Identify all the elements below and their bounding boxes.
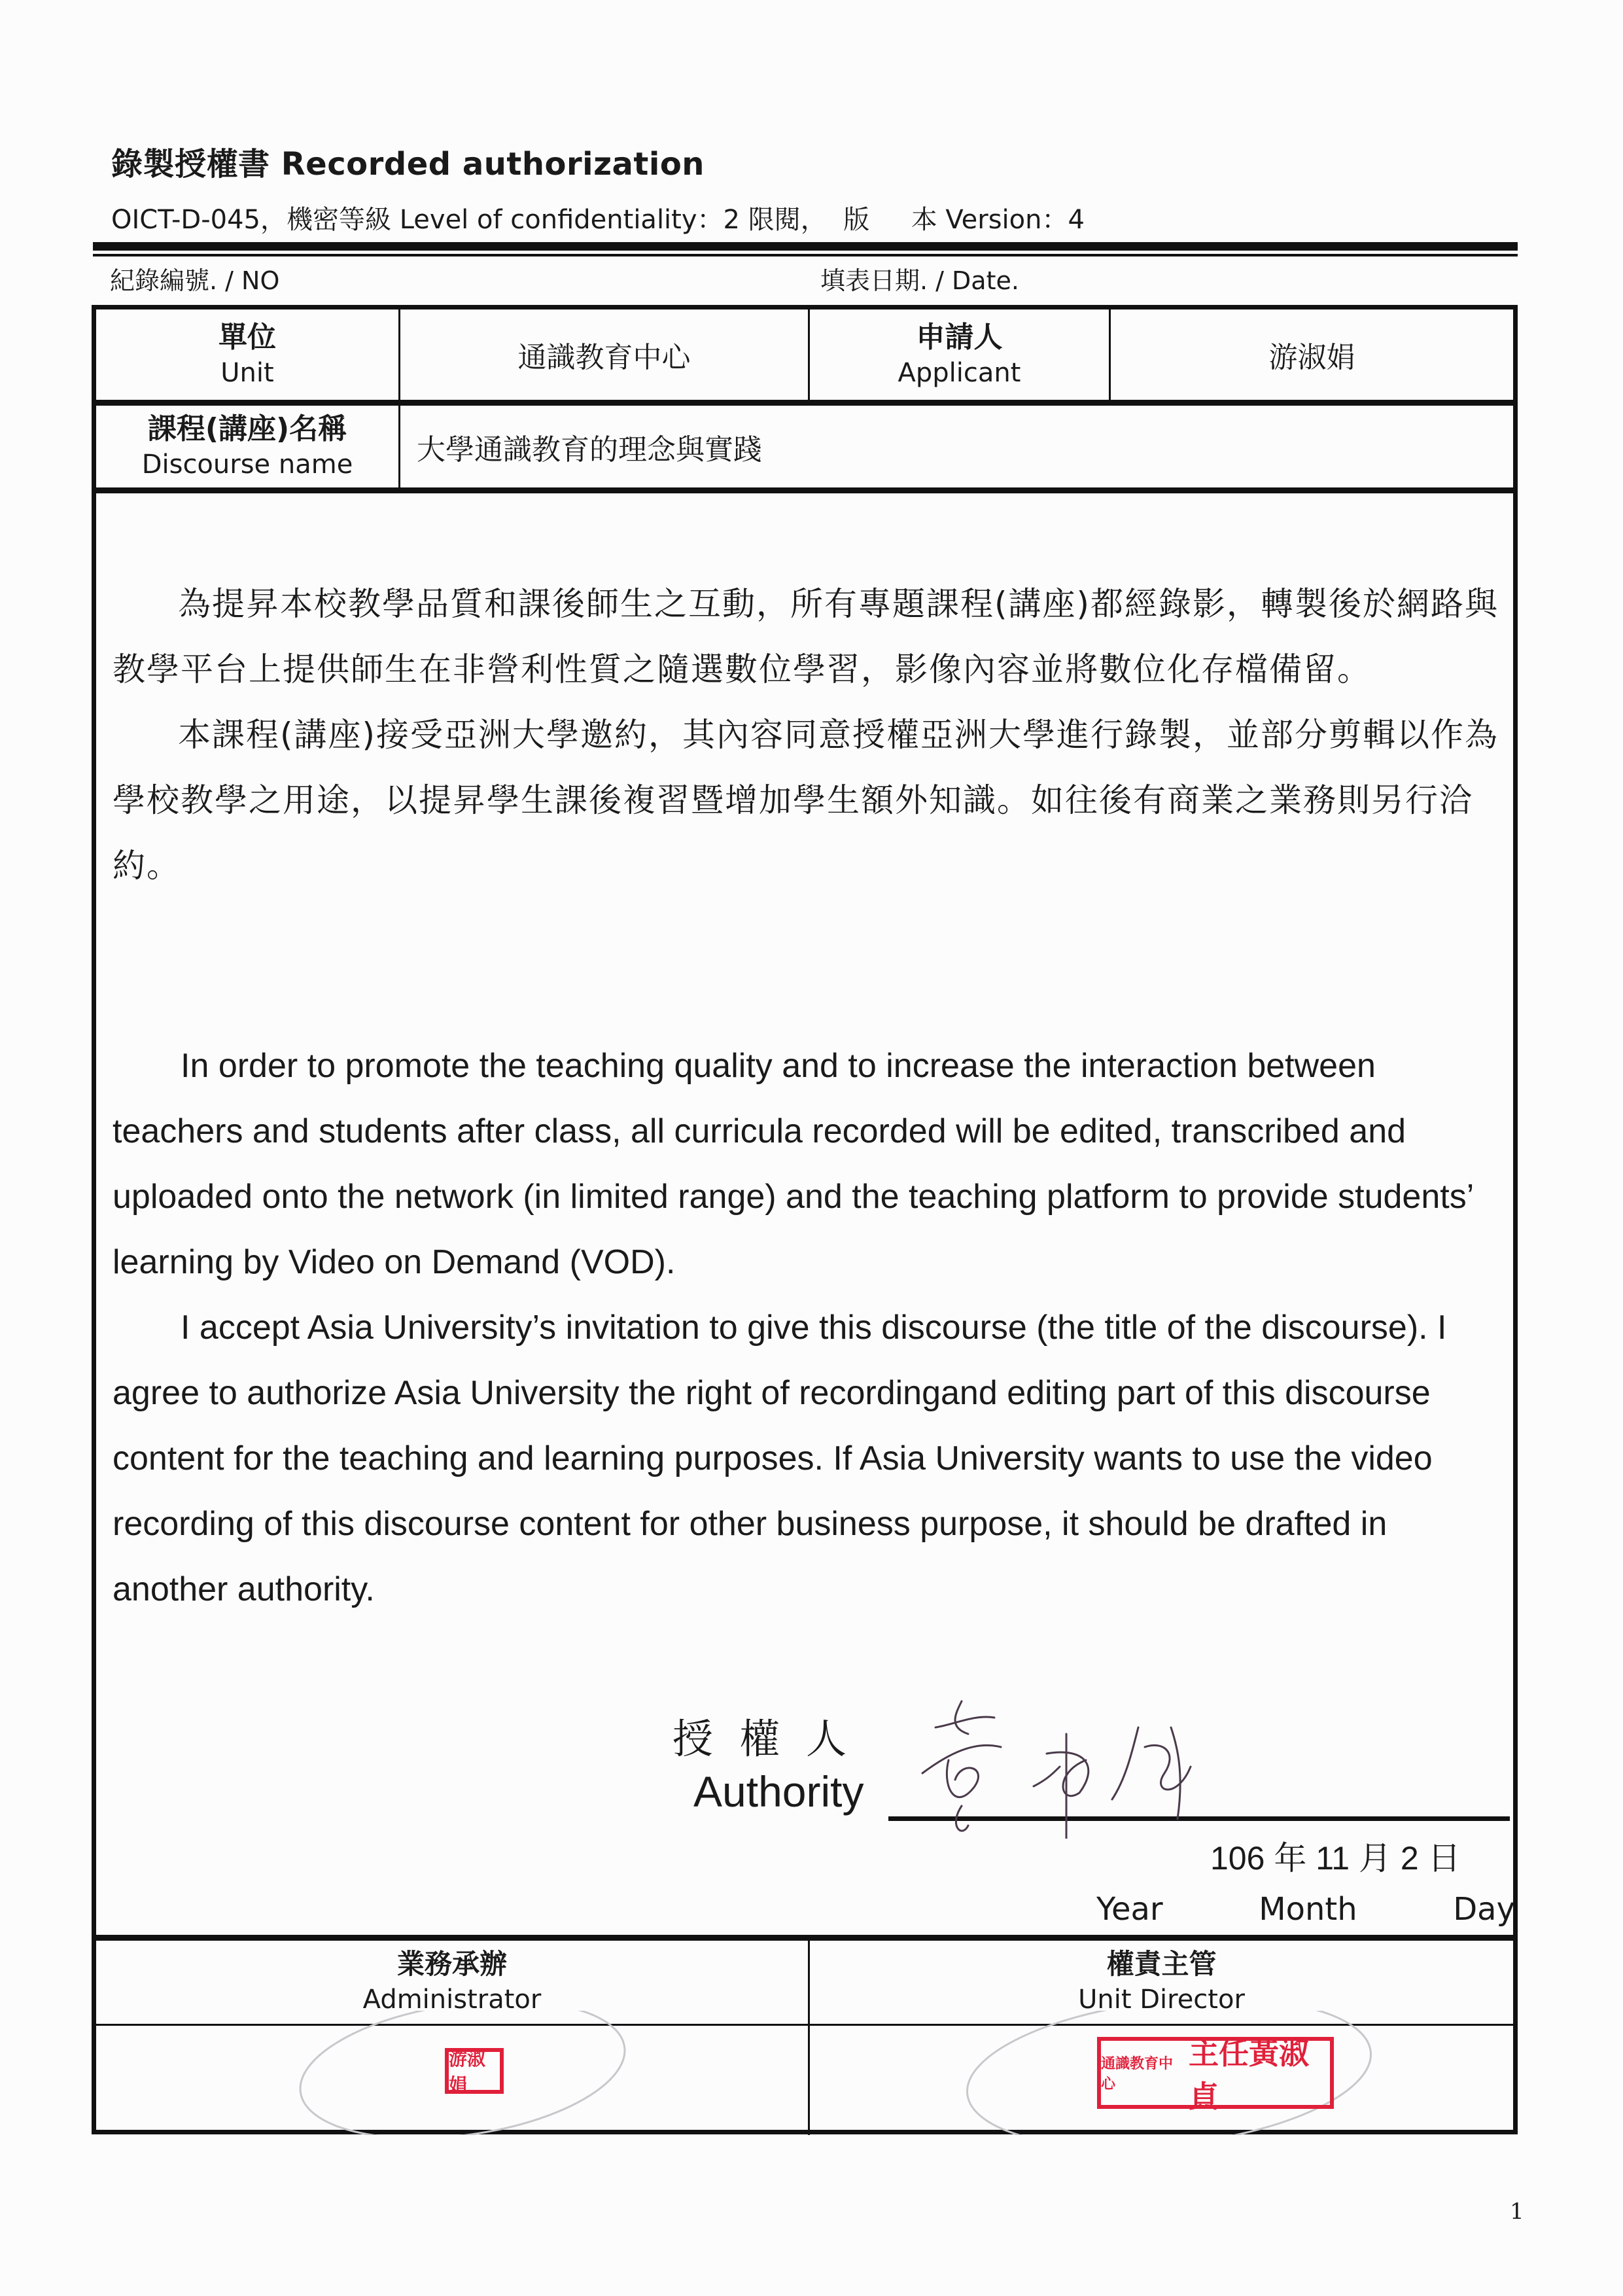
discourse-label-zh: 課程(講座)名稱 [147, 412, 347, 446]
day-label: Day [1453, 1891, 1515, 1928]
unit-label-en: Unit [220, 357, 274, 388]
unit-value: 通識教育中心 [517, 341, 691, 374]
english-paragraph: In order to promote the teaching quality and to increase the interaction between teachers and students after class, all curricula recorded will be edited, transcribed and uploaded onto the network (in limited range) and the teaching platform to provide students’ learning by Video on Demand (VOD). [113, 1047, 1473, 1281]
unit-director-seal-small-text: 通識教育中心 [1101, 2056, 1174, 2093]
month-label: Month [1259, 1891, 1357, 1928]
date-labels [1096, 1891, 1515, 1928]
header-rule-thin [93, 254, 1518, 256]
document-title: 錄製授權書 Recorded authorization [111, 146, 705, 183]
page-number: 1 [1510, 2199, 1524, 2225]
applicant-value: 游淑娟 [1268, 341, 1355, 374]
discourse-label-en: Discourse name [141, 450, 353, 480]
authority-label-zh: 授權人 [672, 1715, 873, 1763]
applicant-label-zh: 申請人 [916, 320, 1003, 354]
record-number-label: 紀錄編號. / NO [110, 266, 280, 295]
authority-label-en: Authority [693, 1767, 864, 1816]
unit-director-label-zh: 權責主管 [1106, 1948, 1217, 1981]
discourse-value: 大學通識教育的理念與實踐 [417, 433, 762, 467]
unit-label-zh: 單位 [218, 320, 276, 354]
administrator-seal-text: 游淑娟 [449, 2048, 486, 2096]
chinese-statement [113, 571, 1499, 898]
authorization-date: 106 年 11 月 2 日 [1210, 1840, 1461, 1877]
discourse-value-cell [417, 406, 1463, 487]
administrator-label-en: Administrator [362, 1984, 542, 2015]
unit-director-seal-main-text: 主任黃淑貞 [1188, 2036, 1309, 2114]
administrator-label-zh: 業務承辦 [396, 1948, 507, 1981]
unit-value-cell [400, 309, 808, 400]
unit-director-label-en: Unit Director [1078, 1984, 1245, 2015]
chinese-paragraph: 本課程(講座)接受亞洲大學邀約，其內容同意授權亞洲大學進行錄製，並部分剪輯以作為學校教學之用途，以提昇學生課後複習暨增加學生額外知識。如往後有商業之業務則另行洽約。 [113, 716, 1499, 885]
unit-label-cell [96, 309, 398, 400]
header-rule-thick [93, 242, 1518, 251]
fill-date-label: 填表日期. / Date. [820, 266, 1019, 295]
document-meta: OICT-D-045，機密等級 Level of confidentiality：2 限閱， 版 本 Version：4 [111, 205, 1085, 235]
english-statement [113, 1033, 1499, 1622]
discourse-label-cell [96, 406, 398, 487]
english-paragraph: I accept Asia University’s invitation to give this discourse (the title of the discourse). I agree to authorize Asia University the right of recordingand editing part of this discourse content for the teaching and learning purposes. If Asia University wants to use the video recording of this discourse content for other business purpose, it should be drafted in another authority. [113, 1309, 1447, 1608]
chinese-paragraph: 為提昇本校教學品質和課後師生之互動，所有專題課程(講座)都經錄影，轉製後於網路與教學平台上提供師生在非營利性質之隨選數位學習，影像內容並將數位化存檔備留。 [113, 585, 1499, 688]
year-label: Year [1096, 1891, 1163, 1928]
handwritten-signature [916, 1688, 1321, 1839]
row-divider [96, 1935, 1513, 1941]
row-divider [96, 487, 1513, 493]
administrator-seal-stamp [445, 2048, 504, 2094]
applicant-label-en: Applicant [898, 357, 1021, 388]
applicant-label-cell [810, 309, 1109, 400]
applicant-value-cell [1111, 309, 1513, 400]
unit-director-seal-stamp [1097, 2036, 1334, 2114]
row-divider [96, 400, 1513, 406]
